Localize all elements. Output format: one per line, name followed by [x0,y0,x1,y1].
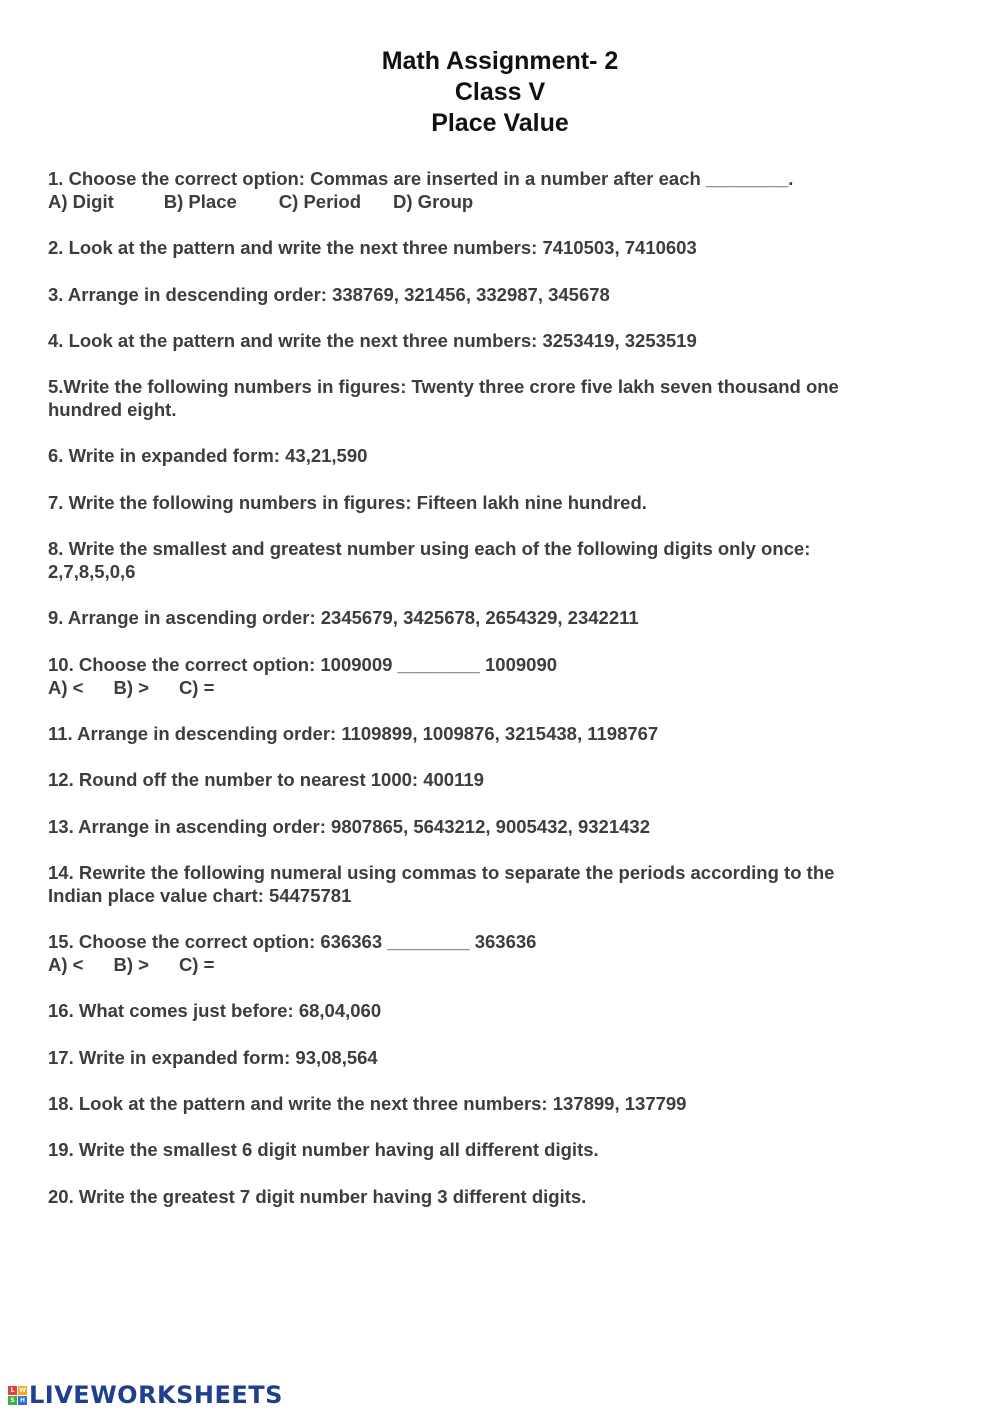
question-text: 2. Look at the pattern and write the next three numbers: 7410503, 7410603 [48,237,697,259]
question-text: 1. Choose the correct option: Commas are inserted in a number after each ________. [48,168,794,189]
question-item [48,861,938,907]
answer-options [48,953,938,976]
answer-option[interactable]: C) = [178,954,215,976]
question-item [48,329,938,352]
logo-blocks-icon [8,1386,27,1405]
question-item [48,606,938,629]
question-text: 10. Choose the correct option: 1009009 ________ 1009090 [48,653,558,675]
question-item [48,167,938,213]
question-item [48,930,938,976]
question-item [48,768,938,791]
answer-option[interactable]: A) Digit [48,191,114,212]
question-text: 19. Write the smallest 6 digit number having all different digits. [48,1139,599,1161]
question-text: 8. Write the smallest and greatest number using each of the following digits only once: [48,538,811,560]
question-text: 7. Write the following numbers in figures: Fifteen lakh nine hundred. [48,491,647,513]
question-text: 4. Look at the pattern and write the next three numbers: 3253419, 3253519 [48,329,697,351]
question-text: 13. Arrange in ascending order: 9807865, 5643212, 9005432, 9321432 [48,815,650,837]
question-item [48,537,938,583]
question-text: 6. Write in expanded form: 43,21,590 [48,445,368,467]
answer-option[interactable]: C) = [178,676,215,698]
question-item [48,283,938,306]
answer-option[interactable]: A) < [48,676,84,698]
question-text: Indian place value chart: 54475781 [48,884,352,906]
question-item [48,236,938,259]
question-item [48,1046,938,1069]
question-text: 9. Arrange in ascending order: 2345679, 3425678, 2654329, 2342211 [48,607,639,629]
question-item [48,1185,938,1208]
worksheet-topic: Place Value [431,109,569,137]
logo-text: LIVEWORKSHEETS [29,1381,283,1409]
question-text: 20. Write the greatest 7 digit number having 3 different digits. [48,1185,587,1207]
logo-block-blue: H [19,1396,26,1404]
worksheet-title: Math Assignment- 2 [381,47,619,75]
answer-options [48,676,938,699]
question-text: 17. Write in expanded form: 93,08,564 [48,1046,378,1068]
question-item [48,653,938,699]
question-item [48,491,938,514]
question-item [48,815,938,838]
question-text: 11. Arrange in descending order: 1109899, 1009876, 3215438, 1198767 [48,722,659,744]
answer-option[interactable]: B) Place [163,191,237,212]
liveworksheets-logo[interactable] [8,1380,283,1410]
question-item [48,999,938,1022]
question-item [48,722,938,745]
question-text: 2,7,8,5,0,6 [48,561,136,583]
question-list [48,167,938,1231]
logo-block-green: S [8,1396,17,1405]
answer-option[interactable]: A) < [48,954,84,976]
question-text: hundred eight. [48,399,177,421]
question-text: 3. Arrange in descending order: 338769, 321456, 332987, 345678 [48,283,610,305]
answer-option[interactable]: C) Period [278,191,362,212]
question-text: 12. Round off the number to nearest 1000: 400119 [48,769,484,791]
answer-option[interactable]: B) > [113,676,149,698]
question-text: 5.Write the following numbers in figures: Twenty three crore five lakh seven thousand one [48,376,839,398]
question-text: 18. Look at the pattern and write the next three numbers: 137899, 137799 [48,1093,687,1115]
answer-options [48,190,938,213]
worksheet-header [0,46,1000,139]
logo-block-orange: W [19,1386,26,1394]
logo-block-red: L [8,1386,17,1395]
answer-option[interactable]: D) Group [393,191,474,212]
question-item [48,375,938,421]
worksheet-class: Class V [454,78,546,106]
question-item [48,1138,938,1161]
question-text: 14. Rewrite the following numeral using commas to separate the periods according to the [48,861,835,883]
question-item [48,444,938,467]
question-item [48,1092,938,1115]
answer-option[interactable]: B) > [113,954,149,976]
question-text: 16. What comes just before: 68,04,060 [48,1000,382,1022]
question-text: 15. Choose the correct option: 636363 ________ 363636 [48,931,537,953]
